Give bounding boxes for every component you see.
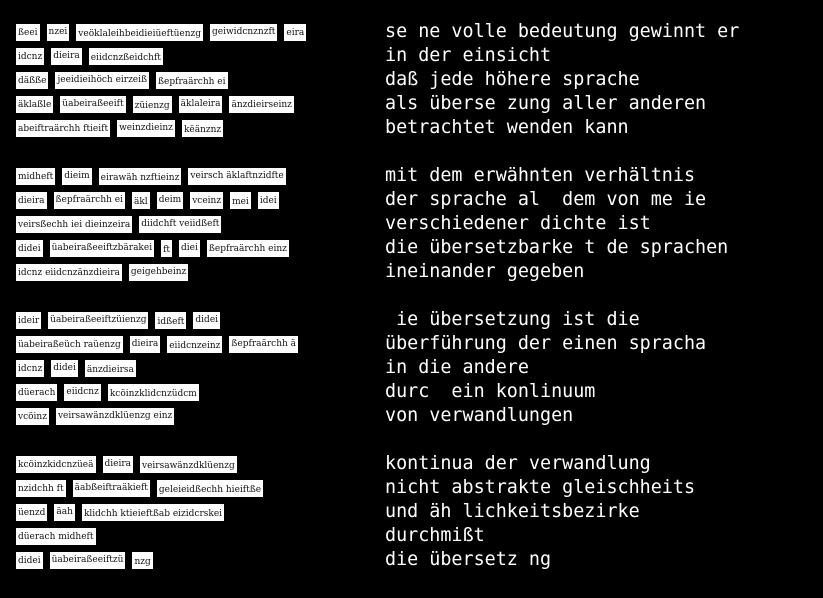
- collage-line: [16, 456, 244, 475]
- collage-line: [16, 312, 227, 331]
- poem-text: [385, 20, 815, 596]
- collage-line: [16, 552, 160, 571]
- poem-stanza: [385, 20, 815, 140]
- word-cutout: vceinz: [190, 192, 223, 209]
- word-cutout: vcöinz: [16, 408, 49, 425]
- word-cutout: nzei: [47, 24, 70, 41]
- word-cutout: dieira: [16, 192, 47, 209]
- word-cutout: ßeei: [16, 24, 40, 41]
- word-cutout: üabeiraßeeiftzü: [50, 552, 126, 569]
- poem-line: von verwandlungen: [385, 405, 574, 426]
- poem-line: ineinander gegeben: [385, 261, 585, 282]
- word-cutout: ßepfraärchh ä: [229, 336, 298, 353]
- poem-line: durchmißt: [385, 525, 485, 546]
- collage-line: [16, 24, 313, 43]
- word-cutout: ideir: [16, 312, 41, 329]
- word-cutout: mei: [230, 192, 251, 209]
- word-cutout: üenzd: [16, 504, 47, 521]
- poem-line: nicht abstrakte gleischheits: [385, 477, 696, 498]
- word-cutout: üabeiraßeüch raüenzg: [16, 336, 123, 353]
- word-cutout: nzidchh ft: [16, 480, 66, 497]
- word-cutout: äklaleira: [179, 96, 223, 113]
- word-cutout: jeeidieihöch eirzeiß: [55, 72, 149, 89]
- word-cutout: äkl: [132, 192, 150, 209]
- poem-line: durc ein konlinuum: [385, 381, 596, 402]
- word-cutout: midheft: [16, 168, 55, 185]
- poem-stanza: [385, 452, 815, 572]
- word-cutout: idcnz eiidcnzänzdieira: [16, 264, 122, 281]
- poem-line: betrachtet wenden kann: [385, 117, 629, 138]
- word-cutout: këänznz: [182, 120, 223, 137]
- word-cutout: nzg: [132, 552, 152, 569]
- collage-line: [16, 168, 293, 187]
- word-cutout: ßepfraärchh ei: [156, 72, 227, 89]
- collage-line: [16, 384, 206, 403]
- word-cutout: äklaßle: [16, 96, 53, 113]
- word-cutout: ßepfraärchh ei: [54, 192, 125, 209]
- word-cutout: änzdieirseinz: [229, 96, 293, 113]
- poem-line: überführung der einen spracha: [385, 333, 707, 354]
- poem-line: ie übersetzung ist die: [385, 309, 640, 330]
- word-cutout: düerach: [16, 384, 57, 401]
- collage-line: [16, 192, 286, 211]
- collage-line: [16, 216, 228, 235]
- word-cutout: veirsawänzdklüenzg einz: [56, 408, 174, 425]
- word-cutout: eiidcnzeinz: [167, 336, 222, 353]
- word-cutout: ft: [161, 240, 172, 257]
- collage-line: [16, 48, 170, 67]
- collage-line: [16, 528, 103, 547]
- collage-line: [16, 480, 270, 499]
- word-cutout: deim: [157, 192, 184, 209]
- collage-line: [16, 72, 235, 91]
- collage-line: [16, 336, 305, 355]
- word-cutout: klidchh ktieieftßab eizidcrskei: [82, 504, 224, 521]
- poem-line: als überse zung aller anderen: [385, 93, 707, 114]
- word-cutout: diei: [179, 240, 200, 257]
- poem-stanza: [385, 164, 815, 284]
- word-cutout: dieira: [130, 336, 161, 353]
- poem-line: se ne volle bedeutung gewinnt er: [385, 21, 740, 42]
- word-cutout: dieira: [51, 48, 82, 65]
- word-cutout: didei: [16, 240, 43, 257]
- word-cutout: veirsßechh iei dieinzeira: [16, 216, 132, 233]
- word-cutout: idcnz: [16, 360, 44, 377]
- poem-line: die übersetzbarke t de sprachen: [385, 237, 729, 258]
- collage-line: [16, 96, 301, 115]
- collage-line: [16, 264, 195, 283]
- word-cutout: eiidcnz: [64, 384, 100, 401]
- word-cutout: geiwidcnznzft: [210, 24, 277, 41]
- collage-line: [16, 504, 231, 523]
- word-cutout: äah: [54, 504, 75, 521]
- poem-line: kontinua der verwandlung: [385, 453, 651, 474]
- word-cutout: kcöinzklidcnzüdcm: [108, 384, 199, 401]
- word-cutout: ßepfraärchh einz: [207, 240, 289, 257]
- poem-line: in die andere: [385, 357, 529, 378]
- word-cutout: änzdieirsa: [85, 360, 136, 377]
- word-cutout: düerach midheft: [16, 528, 96, 545]
- word-cutout: eira: [284, 24, 306, 41]
- word-fragment-collage: [0, 0, 370, 598]
- word-cutout: idßeft: [155, 312, 186, 329]
- collage-line: [16, 408, 181, 427]
- poem-line: mit dem erwähnten verhältnis: [385, 165, 696, 186]
- word-cutout: geleieidßechh hieiftße: [157, 480, 263, 497]
- poem-line: und äh lichkeitsbezirke: [385, 501, 640, 522]
- word-cutout: üabeiraßeeift: [60, 96, 125, 113]
- word-cutout: züienzg: [133, 96, 172, 113]
- collage-line: [16, 360, 143, 379]
- word-cutout: dieira: [103, 456, 134, 473]
- poem-line: in der einsicht: [385, 45, 552, 66]
- word-cutout: kcöinzkidcnzüeä: [16, 456, 96, 473]
- word-cutout: eirawäh nzftieinz: [99, 168, 182, 185]
- word-cutout: abeiftraärchh ftieift: [16, 120, 110, 137]
- word-cutout: veöklaleihbeidieiüeftüenzg: [76, 24, 203, 41]
- word-cutout: eiidcnzßeidchft: [89, 48, 163, 65]
- poem-line: die übersetz ng: [385, 549, 552, 570]
- word-cutout: idcnz: [16, 48, 44, 65]
- word-cutout: veirsawänzdklüenzg: [140, 456, 237, 473]
- poem-line: der sprache al dem von me ie: [385, 189, 707, 210]
- poem-line: verschiedener dichte ist: [385, 213, 651, 234]
- word-cutout: äabßeiftraäkieft: [73, 480, 150, 497]
- word-cutout: didei: [193, 312, 220, 329]
- poem-stanza: [385, 308, 815, 428]
- word-cutout: didei: [51, 360, 78, 377]
- word-cutout: diidchft veiidßeft: [139, 216, 221, 233]
- word-cutout: däßße: [16, 72, 48, 89]
- word-cutout: geigehbeinz: [129, 264, 188, 281]
- word-cutout: dieim: [62, 168, 91, 185]
- word-cutout: üabeiraßeeiftzbärakei: [50, 240, 154, 257]
- poem-line: daß jede höhere sprache: [385, 69, 640, 90]
- collage-line: [16, 120, 230, 139]
- word-cutout: üabeiraßeeiftzüienzg: [48, 312, 148, 329]
- collage-line: [16, 240, 296, 259]
- word-cutout: idei: [258, 192, 279, 209]
- word-cutout: didei: [16, 552, 43, 569]
- word-cutout: weinzdieinz: [117, 120, 175, 137]
- word-cutout: veirsch äklaftnzidfte: [188, 168, 285, 185]
